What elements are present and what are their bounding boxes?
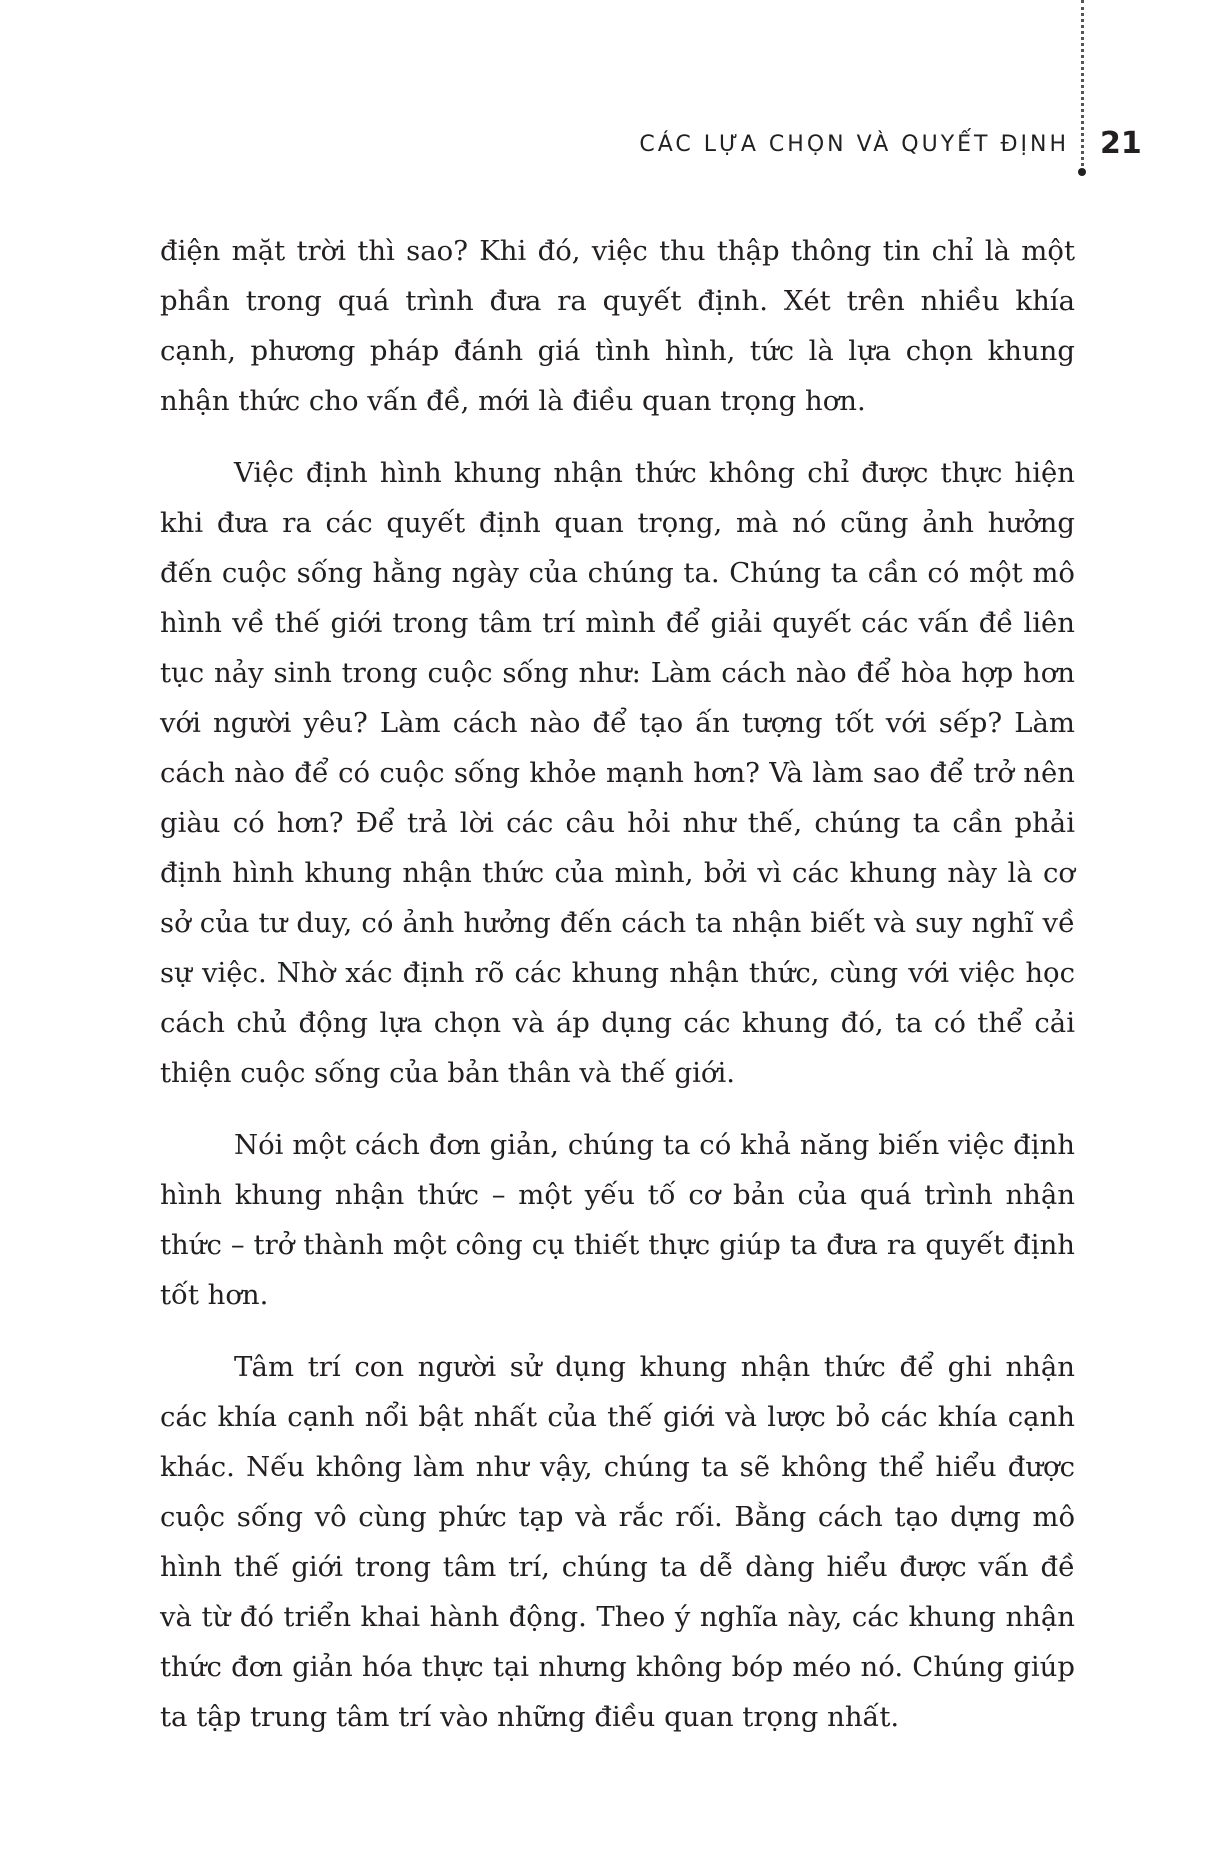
chapter-title: CÁC LỰA CHỌN VÀ QUYẾT ĐỊNH [639,132,1069,157]
header-dotted-rule [1081,0,1084,172]
body-text [160,226,1075,1764]
header-rule-dot [1078,168,1086,176]
page-number: 21 [1100,126,1142,161]
paragraph-3: Nói một cách đơn giản, chúng ta có khả năng biến việc định hình khung nhận thức – một yếu tố cơ bản của quá trình nhận thức – trở thành một công cụ thiết thực giúp ta đưa ra quyết định tốt hơn. [160,1129,1075,1311]
paragraph-2: Việc định hình khung nhận thức không chỉ được thực hiện khi đưa ra các quyết định quan trọng, mà nó cũng ảnh hưởng đến cuộc sống hằng ngày của chúng ta. Chúng ta cần có một mô hình về thế giới trong tâm trí mình để giải quyết các vấn đề liên tục nảy sinh trong cuộc sống như: Làm cách nào để hòa hợp hơn với người yêu? Làm cách nào để tạo ấn tượng tốt với sếp? Làm cách nào để có cuộc sống khỏe mạnh hơn? Và làm sao để trở nên giàu có hơn? Để trả lời các câu hỏi như thế, chúng ta cần phải định hình khung nhận thức của mình, bởi vì các khung này là cơ sở của tư duy, có ảnh hưởng đến cách ta nhận biết và suy nghĩ về sự việc. Nhờ xác định rõ các khung nhận thức, cùng với việc học cách chủ động lựa chọn và áp dụng các khung đó, ta có thể cải thiện cuộc sống của bản thân và thế giới. [160,457,1075,1089]
paragraph-4: Tâm trí con người sử dụng khung nhận thức để ghi nhận các khía cạnh nổi bật nhất của thế giới và lược bỏ các khía cạnh khác. Nếu không làm như vậy, chúng ta sẽ không thể hiểu được cuộc sống vô cùng phức tạp và rắc rối. Bằng cách tạo dựng mô hình thế giới trong tâm trí, chúng ta dễ dàng hiểu được vấn đề và từ đó triển khai hành động. Theo ý nghĩa này, các khung nhận thức đơn giản hóa thực tại nhưng không bóp méo nó. Chúng giúp ta tập trung tâm trí vào những điều quan trọng nhất. [160,1351,1075,1733]
paragraph-1: điện mặt trời thì sao? Khi đó, việc thu thập thông tin chỉ là một phần trong quá trình đưa ra quyết định. Xét trên nhiều khía cạnh, phương pháp đánh giá tình hình, tức là lựa chọn khung nhận thức cho vấn đề, mới là điều quan trọng hơn. [160,235,1075,417]
